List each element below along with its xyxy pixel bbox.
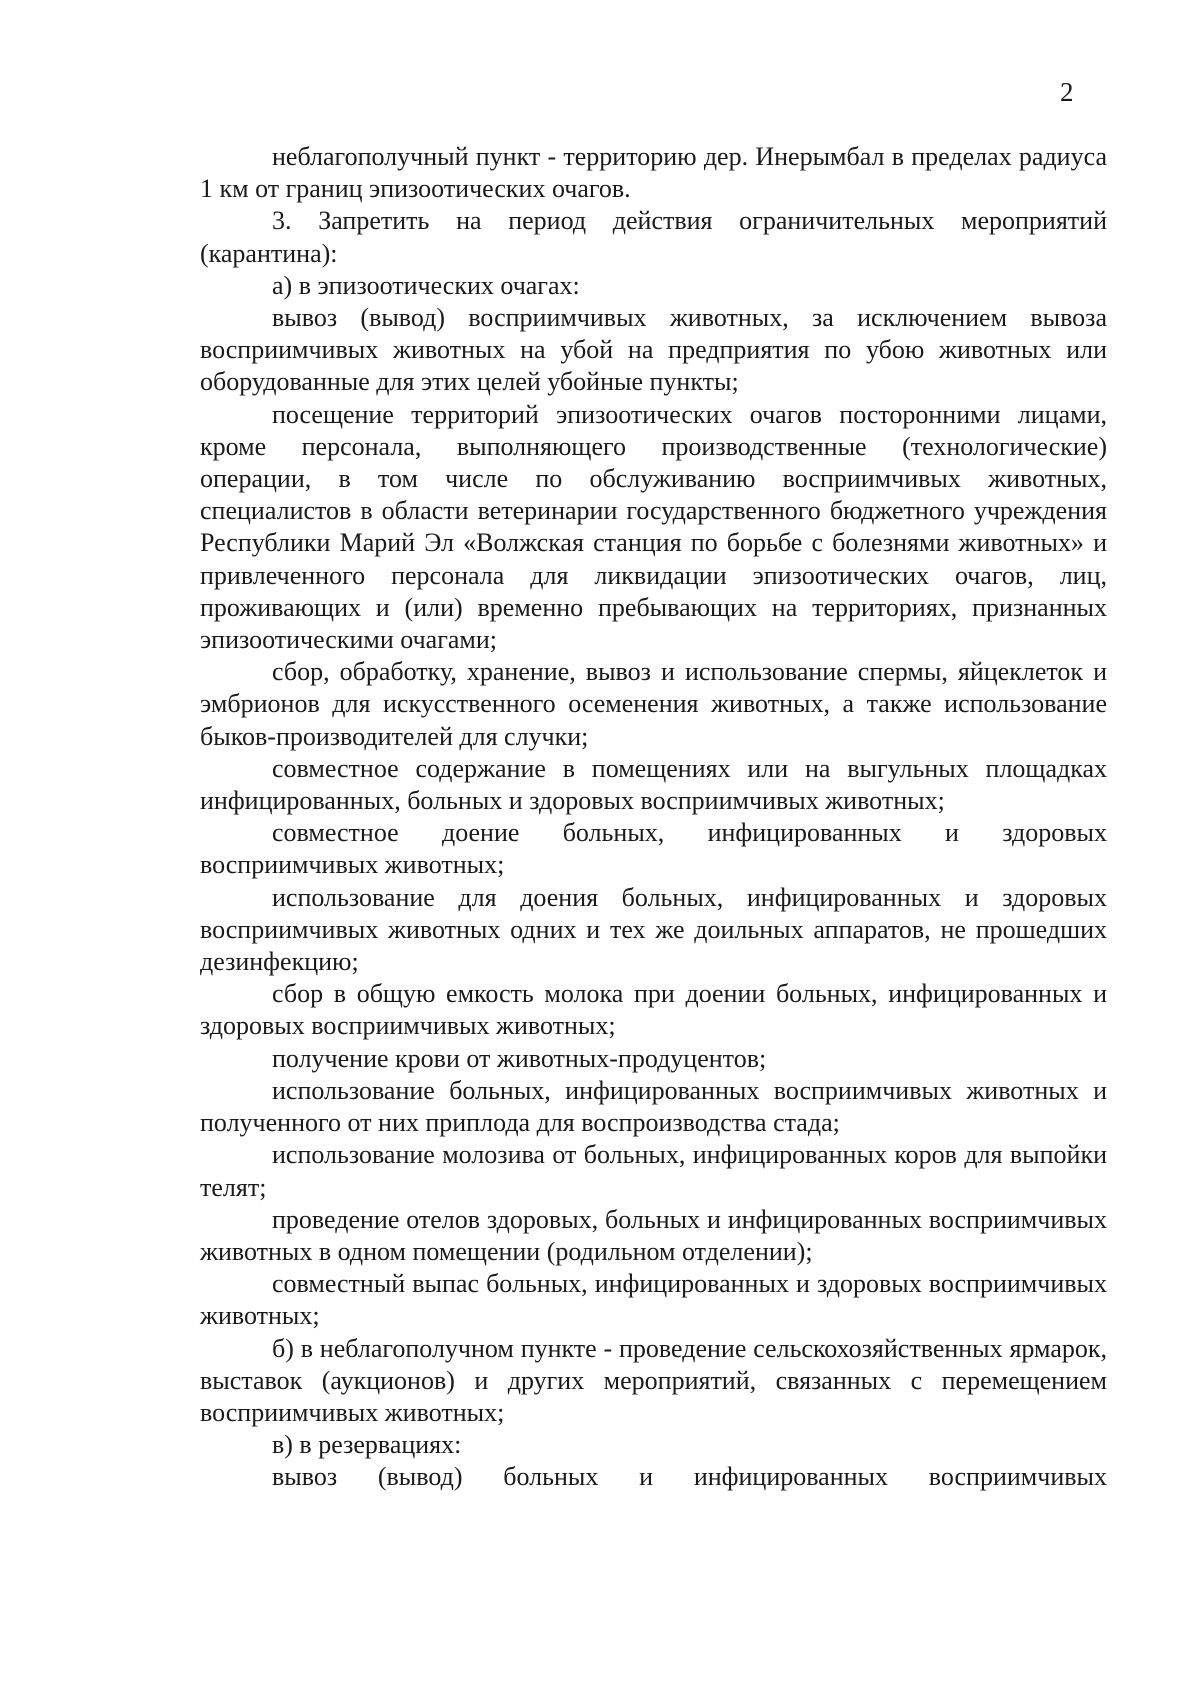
paragraph-animal-removal: вывоз (вывод) восприимчивых животных, за исключением вывоза восприимчивых животных на убой на предприятия по убою животных или оборудованные для этих целей убойные пункты;: [200, 303, 1107, 397]
page-number: 2: [1060, 77, 1074, 107]
paragraph-joint-milking: совместное доение больных, инфицированных и здоровых восприимчивых животных;: [200, 818, 1107, 880]
paragraph-sperm-collection: сбор, обработку, хранение, вывоз и использование спермы, яйцеклеток и эмбрионов для искусственного осеменения животных, а также использование быков-производителей для случки;: [200, 657, 1107, 751]
paragraph-reproduction: использование больных, инфицированных восприимчивых животных и полученного от них приплода для воспроизводства стада;: [200, 1075, 1107, 1138]
paragraph-calving: проведение отелов здоровых, больных и инфицированных восприимчивых животных в одном помещении (родильном отделении);: [200, 1204, 1107, 1266]
paragraph-colostrum: использование молозива от больных, инфицированных коров для выпойки телят;: [200, 1140, 1107, 1202]
paragraph-grazing: совместный выпас больных, инфицированных и здоровых восприимчивых животных;: [200, 1269, 1107, 1331]
paragraph-blood-collection: получение крови от животных-продуцентов;: [272, 1043, 767, 1073]
paragraph-subitem-v: в) в резервациях:: [272, 1430, 462, 1460]
paragraph-subitem-b: б) в неблагополучном пункте - проведение сельскохозяйственных ярмарок, выставок (аукционов) и других мероприятий, связанных с перемещением восприимчивых животных;: [200, 1333, 1107, 1427]
paragraph-removal-sick: вывоз (вывод) больных и инфицированных восприимчивых: [272, 1462, 1107, 1492]
paragraph-milking-machines: использование для доения больных, инфицированных и здоровых восприимчивых животных одних и тех же доильных аппаратов, не прошедших дезинфекцию;: [200, 882, 1107, 977]
document-body: [200, 141, 1107, 1494]
paragraph-visiting-territories: посещение территорий эпизоотических очагов посторонними лицами, кроме персонала, выполняющего производственные (технологические) операции, в том числе по обслуживанию восприимчивых животных, специалистов в области ветеринарии государственного бюджетного учреждения Республики Марий Эл «Волжская станция по борьбе с болезнями животных» и привлеченного персонала для ликвидации эпизоотических очагов, лиц, проживающих и (или) временно пребывающих на территориях, признанных эпизоотическими очагами;: [200, 399, 1107, 655]
paragraph-infected-area: неблагополучный пункт - территорию дер. Инерымбал в пределах радиуса 1 км от границ эпизоотических очагов.: [200, 142, 1107, 204]
paragraph-item-3: 3. Запретить на период действия ограничительных мероприятий (карантина):: [200, 206, 1107, 268]
paragraph-joint-keeping: совместное содержание в помещениях или на выгульных площадках инфицированных, больных и здоровых восприимчивых животных;: [200, 753, 1107, 816]
paragraph-milk-collection: сбор в общую емкость молока при доении больных, инфицированных и здоровых восприимчивых животных;: [200, 979, 1107, 1041]
paragraph-subitem-a: а) в эпизоотических очагах:: [272, 270, 580, 300]
